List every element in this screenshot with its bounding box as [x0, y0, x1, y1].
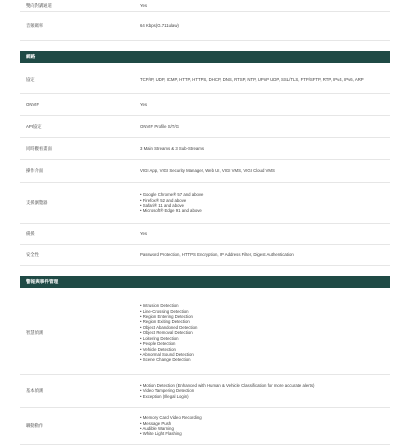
spec-value: 64 Kbps(G.711ulaw)	[140, 23, 179, 28]
list-item: • Vehicle Detection	[140, 347, 390, 352]
list-item: • Firefox® 52 and above	[140, 198, 390, 203]
spec-row-security	[20, 245, 390, 266]
list-item: • Object Abandoned Detection	[140, 325, 390, 330]
spec-label: 雙向對講通道	[26, 2, 52, 8]
browser-list	[140, 192, 390, 214]
spec-label: 智慧偵測	[26, 330, 44, 335]
list-item: • Scene Change Detection	[140, 357, 390, 362]
spec-row-simultaneous-view	[20, 138, 390, 160]
basic-detection-list	[140, 383, 390, 399]
smart-detection-list	[140, 303, 390, 362]
spec-label: ONVIF	[26, 101, 40, 107]
list-item: • Exception (Illegal Login)	[140, 394, 390, 399]
list-item: • People Detection	[140, 341, 390, 346]
spec-row-interface	[20, 160, 390, 183]
spec-value: Password Protection, HTTPS Encryption, IP Address Filter, Digest Authentication	[140, 252, 294, 257]
spec-value: ONVIF Profile S/T/G	[140, 123, 179, 129]
spec-row-two-way-audio	[20, 0, 390, 12]
spec-value: VIGI App, VIGI Security Manager, Web UI, VIGI VMS, VIGI Cloud VMS	[140, 168, 275, 173]
spec-value: 3 Main Streams & 3 Sub-Streams	[140, 145, 205, 151]
spec-label: 操作介面	[26, 168, 44, 173]
list-item: • Abnormal Sound Detection	[140, 352, 390, 357]
list-item: • Message Push	[140, 421, 390, 426]
spec-row-basic-detection	[20, 375, 390, 408]
list-item: • Motion Detection (Enhanced with Human & Vehicle Classification for more accurate alerts)	[140, 383, 390, 388]
spec-label: 備援	[26, 231, 35, 236]
spec-value	[140, 303, 390, 362]
list-item: • Safari® 11 and above	[140, 203, 390, 208]
list-item: • Line-Crossing Detection	[140, 309, 390, 314]
list-item: • Intrusion Detection	[140, 303, 390, 308]
spec-label: 基本偵測	[26, 388, 44, 393]
list-item: • Microsoft® Edge 91 and above	[140, 208, 390, 213]
spec-value: Yes	[140, 101, 148, 107]
list-item: • White Light Flashing	[140, 431, 390, 436]
spec-label: 音頻碼率	[26, 23, 44, 28]
spec-row-api	[20, 116, 390, 138]
list-item: • Google Chrome® 57 and above	[140, 192, 390, 197]
list-item: • Object Removal Detection	[140, 330, 390, 335]
list-item: • Region Exiting Detection	[140, 319, 390, 324]
spec-label: 協定	[26, 77, 35, 82]
spec-label: 支援瀏覽器	[26, 200, 48, 205]
spec-label: 同時觀看畫面	[26, 145, 52, 151]
spec-row-linkage	[20, 408, 390, 445]
spec-value	[140, 192, 390, 214]
spec-page	[20, 0, 390, 445]
spec-row-redundancy	[20, 224, 390, 245]
section-header-events: 警報與事件管理	[20, 276, 390, 288]
linkage-list	[140, 415, 390, 437]
spec-value: Yes	[140, 2, 148, 8]
spec-label: API協定	[26, 123, 42, 129]
list-item: • Audible Warning	[140, 426, 390, 431]
list-item: • Loitering Detection	[140, 336, 390, 341]
spec-value	[140, 383, 390, 399]
spec-row-onvif	[20, 94, 390, 116]
spec-row-audio-bitrate	[20, 12, 390, 41]
spec-label: 安全性	[26, 252, 39, 257]
list-item: • Video Tampering Detection	[140, 388, 390, 393]
spec-row-smart-detection	[20, 292, 390, 375]
list-item: • Memory Card Video Recording	[140, 415, 390, 420]
spec-row-browsers	[20, 183, 390, 224]
spec-value: TCP/IP, UDP, ICMP, HTTP, HTTPS, DHCP, DNS, RTSP, NTP, UPnP UDP, SSL/TLS, FTP/SFTP, RTP, IPv4, IPv6, ARP	[140, 77, 364, 82]
spec-label: 聯動動作	[26, 423, 44, 428]
section-header-network: 網路	[20, 51, 390, 63]
spec-row-protocols	[20, 67, 390, 94]
spec-value	[140, 415, 390, 437]
list-item: • Region Entering Detection	[140, 314, 390, 319]
spec-value: Yes	[140, 231, 148, 236]
